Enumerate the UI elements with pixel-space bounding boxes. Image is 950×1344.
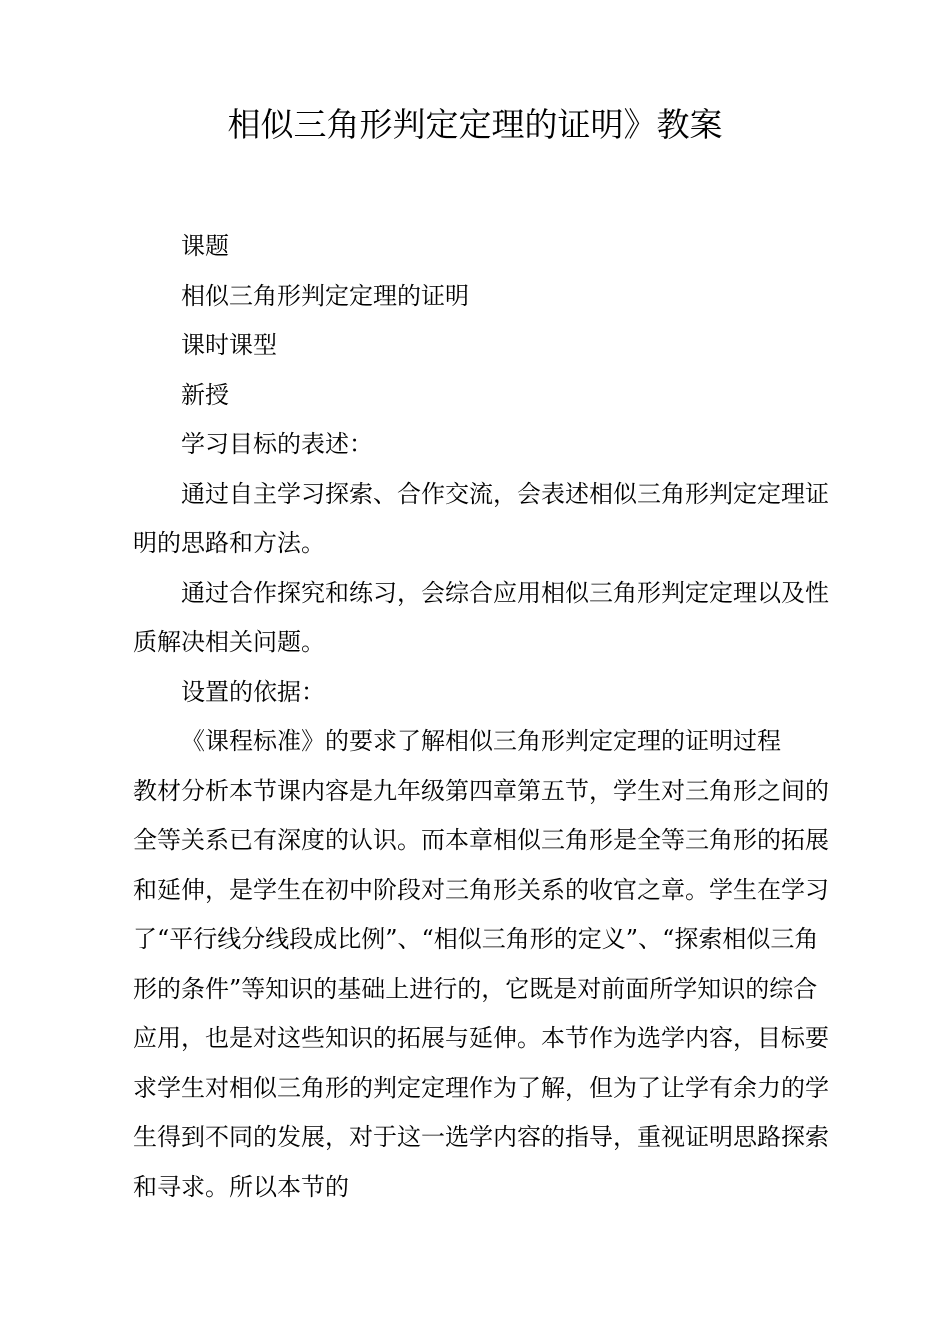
paragraph-textbook-analysis: 教材分析本节课内容是九年级第四章第五节，学生对三角形之间的全等关系已有深度的认识。而本章相似三角形是全等三角形的拓展和延伸，是学生在初中阶段对三角形关系的收官之章。学生在学习了“平行线分线段成比例”、“相似三角形的定义”、“探索相似三角形的条件”等知识的基础上进行的，它既是对前面所学知识的综合应用，也是对这些知识的拓展与延伸。本节作为选学内容，目标要求学生对相似三角形的判定定理作为了解，但为了让学有余力的学生得到不同的发展，对于这一选学内容的指导，重视证明思路探索和寻求。所以本节的 [133, 776, 829, 1201]
paragraph-basis-heading: 设置的依据： [181, 677, 325, 706]
paragraph-objectives-heading: 学习目标的表述： [181, 430, 373, 458]
paragraph-topic-label: 课题 [181, 232, 229, 260]
document-title: 相似三角形判定定理的证明》教案 [227, 105, 723, 144]
document-body [133, 222, 839, 1212]
paragraph-curriculum-standard: 《课程标准》的要求了解相似三角形判定定理的证明过程 [181, 727, 781, 755]
paragraph-lesson-type-value: 新授 [181, 380, 229, 409]
paragraph-lesson-type-label: 课时课型 [181, 331, 277, 359]
paragraph-objective-1: 通过自主学习探索、合作交流，会表述相似三角形判定定理证明的思路和方法。 [133, 479, 829, 557]
paragraph-objective-2: 通过合作探究和练习，会综合应用相似三角形判定定理以及性质解决相关问题。 [133, 578, 829, 656]
paragraph-topic-value: 相似三角形判定定理的证明 [181, 281, 469, 310]
